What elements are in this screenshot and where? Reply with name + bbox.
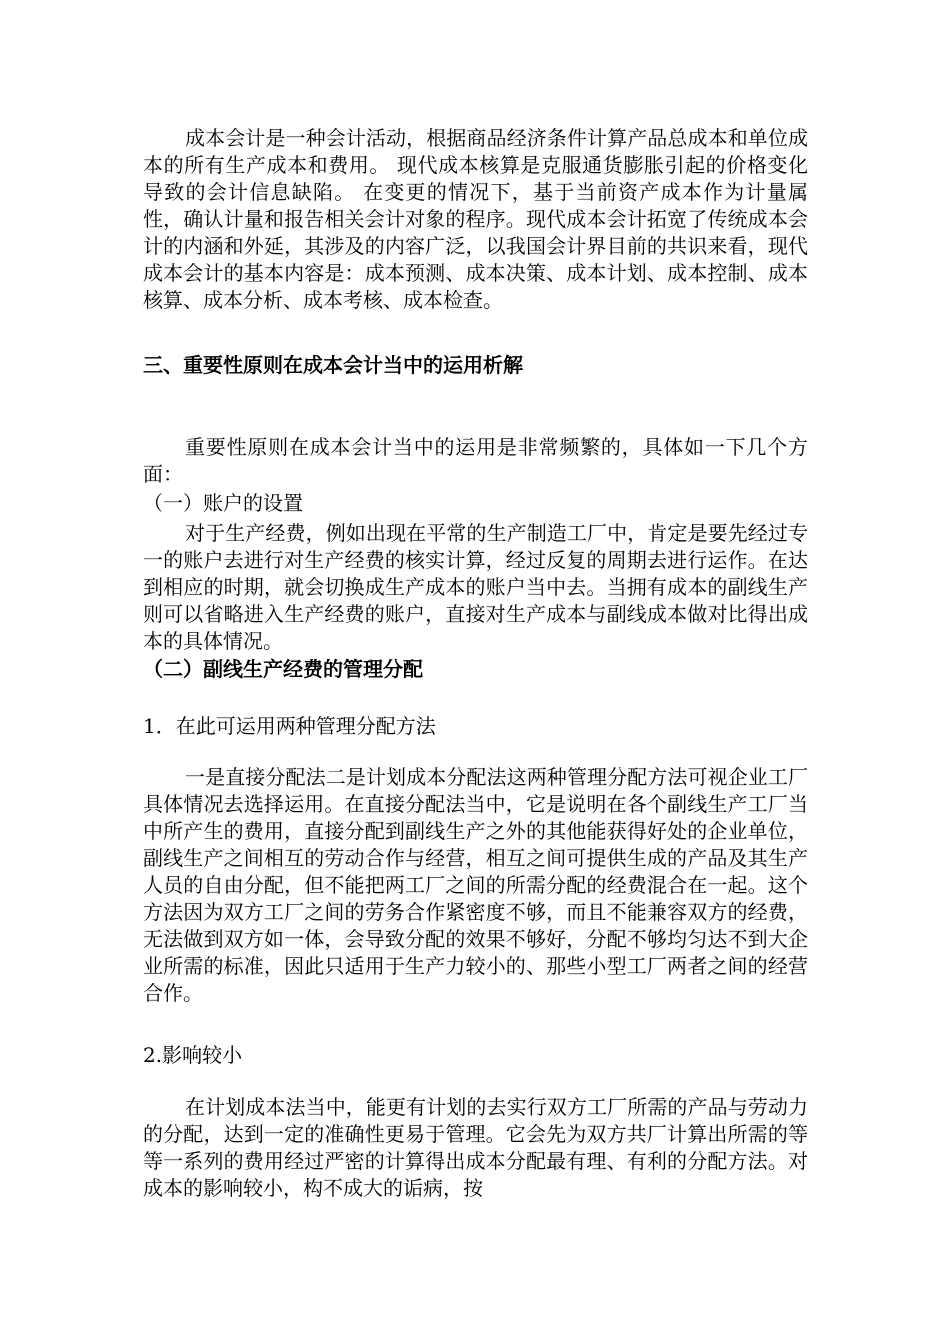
item-heading-1: 1．在此可运用两种管理分配方法 [143, 714, 436, 738]
intro-paragraph: 成本会计是一种会计活动，根据商品经济条件计算产品总成本和单位成本的所有生产成本和费用。 现代成本核算是克服通货膨胀引起的价格变化导致的会计信息缺陷。 在变更的情况下，基于当前资产成本作为计量属性，确认计量和报告相关会计对象的程序。现代成本会计拓宽了传统成本会计的内涵和外延，其涉及的内容广泛，以我国会计界目前的共识来看，现代成本会计的基本内容是：成本预测、成本决策、成本计划、成本控制、成本核算、成本分析、成本考核、成本检查。 [143, 126, 808, 312]
section3-intro-paragraph: 重要性原则在成本会计当中的运用是非常频繁的，具体如一下几个方面： [143, 435, 808, 486]
section-heading-3: 三、重要性原则在成本会计当中的运用析解 [143, 353, 523, 377]
subheading-account-setup: （一）账户的设置 [143, 491, 303, 515]
planned-cost-paragraph: 在计划成本法当中，能更有计划的去实行双方工厂所需的产品与劳动力的分配，达到一定的准确性更易于管理。它会先为双方共厂计算出所需的等等一系列的费用经过严密的计算得出成本分配最有理、有利的分配方法。对成本的影响较小，构不成大的诟病，按 [143, 1095, 808, 1200]
account-setup-paragraph: 对于生产经费，例如出现在平常的生产制造工厂中，肯定是要先经过专一的账户去进行对生产经费的核实计算，经过反复的周期去进行运作。在达到相应的时期，就会切换成生产成本的账户当中去。当拥有成本的副线生产则可以省略进入生产经费的账户，直接对生产成本与副线成本做对比得出成本的具体情况。 [143, 521, 808, 653]
subheading-allocation: （二）副线生产经费的管理分配 [143, 657, 423, 681]
direct-allocation-paragraph: 一是直接分配法二是计划成本分配法这两种管理分配方法可视企业工厂具体情况去选择运用。在直接分配法当中，它是说明在各个副线生产工厂当中所产生的费用，直接分配到副线生产之外的其他能获得好处的企业单位，副线生产之间相互的劳动合作与经营，相互之间可提供生成的产品及其生产人员的自由分配，但不能把两工厂之间的所需分配的经费混合在一起。这个方法因为双方工厂之间的劳务合作紧密度不够，而且不能兼容双方的经费，无法做到双方如一体，会导致分配的效果不够好，分配不够均匀达不到大企业所需的标准，因此只适用于生产力较小的、那些小型工厂两者之间的经营合作。 [143, 765, 808, 1005]
item-heading-2: 2.影响较小 [143, 1043, 243, 1067]
